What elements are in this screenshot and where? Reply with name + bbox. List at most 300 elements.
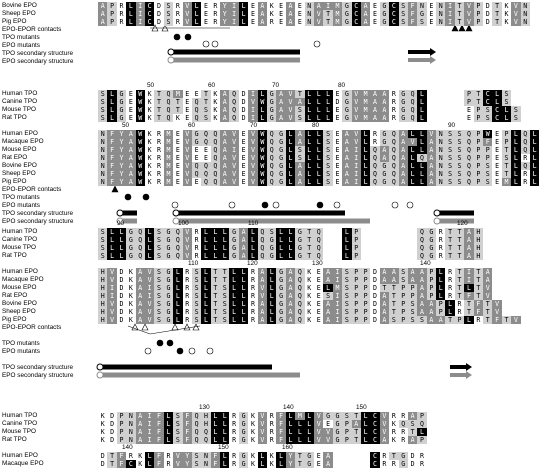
residue: E bbox=[175, 178, 180, 186]
residue: K bbox=[250, 412, 255, 420]
residue: S bbox=[192, 276, 201, 284]
residue: A bbox=[220, 170, 229, 178]
residue: I bbox=[333, 268, 342, 276]
residue: E bbox=[466, 114, 471, 122]
residue: E bbox=[175, 146, 180, 154]
residue: W bbox=[258, 170, 267, 178]
residue: K bbox=[147, 106, 152, 114]
residue: E bbox=[335, 130, 340, 138]
residue: L bbox=[417, 162, 426, 170]
residue: V bbox=[314, 18, 323, 26]
residue: L bbox=[107, 236, 116, 244]
residue: A bbox=[136, 420, 145, 428]
residue: R bbox=[185, 268, 190, 276]
residue: A bbox=[417, 268, 426, 276]
residue: R bbox=[448, 292, 453, 300]
residue: N bbox=[521, 18, 530, 26]
position-number: 90 bbox=[448, 122, 456, 129]
residue: T bbox=[305, 244, 314, 252]
residue: L bbox=[239, 18, 248, 26]
residue: L bbox=[211, 428, 220, 436]
residue: R bbox=[457, 308, 462, 316]
residue: W bbox=[136, 130, 145, 138]
residue: G bbox=[305, 452, 314, 460]
residue: Q bbox=[267, 170, 276, 178]
residue: R bbox=[185, 276, 190, 284]
residue: P bbox=[474, 130, 483, 138]
residue: E bbox=[335, 146, 340, 154]
residue: L bbox=[417, 428, 426, 436]
residue: M bbox=[164, 162, 173, 170]
residue: D bbox=[373, 308, 378, 316]
residue: P bbox=[427, 284, 436, 292]
residue: G bbox=[427, 236, 436, 244]
residue: L bbox=[286, 170, 295, 178]
residue: G bbox=[399, 460, 408, 468]
residue: A bbox=[239, 244, 248, 252]
residue: V bbox=[248, 154, 257, 162]
residue bbox=[399, 236, 408, 244]
residue: V bbox=[380, 428, 389, 436]
residue: L bbox=[314, 114, 323, 122]
residue: R bbox=[232, 412, 237, 420]
residue: E bbox=[335, 178, 340, 186]
residue: R bbox=[119, 18, 124, 26]
residue: T bbox=[154, 98, 163, 106]
residue: C bbox=[370, 428, 379, 436]
residue: L bbox=[286, 420, 295, 428]
position-number: 130 bbox=[199, 404, 210, 411]
residue: I bbox=[333, 308, 342, 316]
row-label: Bovine EPO bbox=[2, 300, 37, 307]
residue: L bbox=[276, 252, 285, 260]
residue: R bbox=[157, 154, 162, 162]
residue: N bbox=[98, 130, 107, 138]
residue: T bbox=[464, 300, 473, 308]
tpo-strand-arrow-head bbox=[466, 363, 472, 371]
residue: A bbox=[408, 276, 417, 284]
residue: P bbox=[361, 300, 370, 308]
residue: P bbox=[474, 138, 483, 146]
residue: R bbox=[232, 452, 237, 460]
residue: F bbox=[408, 2, 417, 10]
residue: M bbox=[164, 178, 173, 186]
residue: C bbox=[370, 452, 379, 460]
residue: N bbox=[305, 10, 314, 18]
row-label: EPO mutants bbox=[2, 202, 41, 209]
residue: W bbox=[258, 154, 267, 162]
sequence-row bbox=[98, 178, 539, 186]
residue: F bbox=[107, 138, 116, 146]
residue: A bbox=[314, 2, 323, 10]
residue: F bbox=[183, 420, 192, 428]
epo-mutant-circle bbox=[207, 348, 213, 354]
residue: A bbox=[399, 130, 408, 138]
tpo-mutant-dot bbox=[174, 34, 180, 40]
residue: V bbox=[173, 460, 182, 468]
epo-mutant-circle bbox=[172, 202, 178, 208]
row-label: Sheep EPO bbox=[2, 170, 36, 177]
residue: Q bbox=[267, 162, 276, 170]
residue: L bbox=[229, 300, 238, 308]
residue: L bbox=[201, 244, 210, 252]
residue: L bbox=[361, 436, 370, 444]
residue: P bbox=[464, 98, 473, 106]
residue: Q bbox=[192, 98, 201, 106]
residue: T bbox=[474, 268, 483, 276]
residue: V bbox=[183, 170, 192, 178]
residue bbox=[445, 114, 454, 122]
residue: A bbox=[220, 162, 229, 170]
residue: L bbox=[342, 244, 351, 252]
residue: A bbox=[427, 300, 436, 308]
residue: V bbox=[107, 316, 116, 324]
residue: K bbox=[100, 420, 105, 428]
residue: L bbox=[239, 276, 248, 284]
row-label: Human TPO bbox=[2, 90, 38, 97]
residue: S bbox=[164, 10, 173, 18]
residue: A bbox=[380, 300, 389, 308]
residue: F bbox=[117, 452, 126, 460]
residue: V bbox=[464, 2, 473, 10]
residue: Q bbox=[295, 308, 304, 316]
residue: L bbox=[286, 228, 295, 236]
row-label: TPO mutants bbox=[2, 194, 40, 201]
residue: F bbox=[474, 308, 483, 316]
epo-mutant-dot bbox=[317, 202, 323, 208]
residue: L bbox=[314, 138, 323, 146]
residue: L bbox=[239, 10, 248, 18]
residue: T bbox=[474, 98, 483, 106]
residue: V bbox=[323, 436, 332, 444]
row-label: Macaque EPO bbox=[2, 138, 44, 145]
residue: G bbox=[229, 228, 238, 236]
residue: A bbox=[276, 106, 285, 114]
residue: R bbox=[269, 436, 274, 444]
sequence-row bbox=[98, 292, 492, 300]
residue: E bbox=[128, 114, 133, 122]
residue: D bbox=[119, 316, 124, 324]
residue: L bbox=[436, 284, 445, 292]
residue: G bbox=[192, 130, 201, 138]
residue: I bbox=[136, 10, 145, 18]
residue: T bbox=[455, 236, 464, 244]
residue: R bbox=[194, 244, 199, 252]
residue: L bbox=[211, 244, 220, 252]
residue: A bbox=[370, 114, 379, 122]
residue: R bbox=[232, 420, 237, 428]
residue: L bbox=[286, 244, 295, 252]
sequence-row bbox=[98, 154, 539, 162]
tpo-mutant-dot bbox=[125, 194, 131, 200]
residue: T bbox=[389, 308, 398, 316]
residue: A bbox=[239, 228, 248, 236]
residue: P bbox=[117, 428, 126, 436]
residue: P bbox=[483, 154, 492, 162]
residue: I bbox=[229, 18, 238, 26]
residue: E bbox=[241, 154, 246, 162]
residue: Q bbox=[417, 420, 426, 428]
residue: A bbox=[417, 276, 426, 284]
residue: N bbox=[436, 170, 445, 178]
residue: K bbox=[175, 114, 180, 122]
residue: Q bbox=[136, 228, 145, 236]
residue: L bbox=[107, 244, 116, 252]
residue: P bbox=[436, 308, 445, 316]
residue: F bbox=[464, 292, 473, 300]
residue: E bbox=[316, 460, 321, 468]
residue bbox=[323, 228, 332, 236]
residue: A bbox=[126, 162, 135, 170]
residue: L bbox=[276, 460, 285, 468]
residue: L bbox=[305, 154, 314, 162]
residue: L bbox=[201, 276, 210, 284]
residue: A bbox=[220, 178, 229, 186]
residue: Q bbox=[389, 130, 398, 138]
residue: S bbox=[295, 154, 304, 162]
residue: A bbox=[427, 146, 436, 154]
residue bbox=[436, 106, 445, 114]
residue: E bbox=[241, 138, 246, 146]
residue: K bbox=[307, 316, 312, 324]
residue: A bbox=[427, 178, 436, 186]
residue: I bbox=[145, 428, 154, 436]
residue: V bbox=[183, 236, 192, 244]
residue: C bbox=[145, 2, 154, 10]
residue: S bbox=[455, 170, 464, 178]
residue: K bbox=[307, 300, 312, 308]
residue: Q bbox=[173, 228, 182, 236]
residue: L bbox=[201, 228, 210, 236]
residue: T bbox=[502, 170, 511, 178]
residue: N bbox=[521, 2, 530, 10]
residue: Q bbox=[211, 130, 220, 138]
residue: E bbox=[128, 98, 133, 106]
residue: D bbox=[157, 10, 162, 18]
residue: L bbox=[201, 236, 210, 244]
residue bbox=[323, 236, 332, 244]
residue: R bbox=[232, 436, 237, 444]
residue: L bbox=[408, 130, 417, 138]
residue: Q bbox=[267, 138, 276, 146]
residue: K bbox=[391, 436, 396, 444]
residue: V bbox=[183, 252, 192, 260]
residue: K bbox=[269, 10, 274, 18]
residue: E bbox=[316, 316, 321, 324]
residue: V bbox=[183, 130, 192, 138]
row-label: Rat TPO bbox=[2, 436, 27, 443]
residue: V bbox=[183, 162, 192, 170]
epor-contact-triangle bbox=[172, 324, 178, 330]
residue: K bbox=[250, 452, 255, 460]
residue: Q bbox=[399, 420, 408, 428]
residue: G bbox=[427, 228, 436, 236]
residue: E bbox=[241, 170, 246, 178]
residue: A bbox=[399, 138, 408, 146]
residue: A bbox=[258, 316, 267, 324]
residue: A bbox=[483, 276, 492, 284]
residue: S bbox=[164, 18, 173, 26]
residue: Q bbox=[136, 252, 145, 260]
residue: L bbox=[530, 138, 539, 146]
residue: Q bbox=[370, 146, 379, 154]
residue: A bbox=[464, 236, 473, 244]
tpo-strand-arrow bbox=[450, 365, 466, 369]
residue: C bbox=[389, 2, 398, 10]
residue: A bbox=[136, 300, 145, 308]
residue: E bbox=[335, 170, 340, 178]
residue: P bbox=[474, 178, 483, 186]
residue: P bbox=[502, 130, 511, 138]
residue: L bbox=[145, 252, 154, 260]
residue: T bbox=[408, 428, 417, 436]
residue: V bbox=[380, 420, 389, 428]
residue: T bbox=[220, 276, 229, 284]
residue: W bbox=[258, 138, 267, 146]
residue: L bbox=[361, 162, 370, 170]
residue: G bbox=[342, 98, 351, 106]
residue: I bbox=[352, 146, 361, 154]
residue: W bbox=[258, 130, 267, 138]
residue: M bbox=[502, 178, 511, 186]
residue: S bbox=[154, 228, 163, 236]
residue: C bbox=[483, 90, 492, 98]
residue: L bbox=[305, 114, 314, 122]
residue: F bbox=[276, 436, 285, 444]
residue: V bbox=[511, 10, 520, 18]
residue: A bbox=[258, 276, 267, 284]
residue: L bbox=[408, 162, 417, 170]
residue: T bbox=[492, 2, 501, 10]
position-number: 120 bbox=[247, 260, 258, 267]
residue: L bbox=[192, 2, 201, 10]
residue: G bbox=[164, 292, 173, 300]
residue: L bbox=[107, 90, 116, 98]
residue: A bbox=[286, 10, 295, 18]
residue: Q bbox=[229, 98, 238, 106]
residue: A bbox=[136, 276, 145, 284]
residue: L bbox=[323, 90, 332, 98]
residue: L bbox=[164, 428, 173, 436]
residue: V bbox=[314, 10, 323, 18]
residue: L bbox=[314, 162, 323, 170]
epo-strand-arrow bbox=[450, 373, 466, 377]
sequence-row bbox=[98, 252, 483, 260]
residue: E bbox=[297, 2, 302, 10]
residue: S bbox=[192, 452, 201, 460]
residue: G bbox=[342, 90, 351, 98]
residue: T bbox=[211, 292, 220, 300]
residue: N bbox=[305, 2, 314, 10]
residue: N bbox=[436, 162, 445, 170]
residue: L bbox=[126, 2, 135, 10]
residue: L bbox=[511, 162, 520, 170]
residue: L bbox=[314, 90, 323, 98]
residue: K bbox=[307, 284, 312, 292]
residue: P bbox=[342, 436, 351, 444]
residue: Y bbox=[117, 130, 126, 138]
residue: S bbox=[98, 98, 107, 106]
residue: V bbox=[464, 18, 473, 26]
residue: E bbox=[204, 2, 208, 10]
residue: E bbox=[194, 178, 199, 186]
residue: N bbox=[436, 18, 445, 26]
residue: L bbox=[201, 284, 210, 292]
residue: L bbox=[417, 170, 426, 178]
residue: Q bbox=[229, 106, 238, 114]
sequence-row bbox=[98, 268, 492, 276]
residue bbox=[361, 244, 370, 252]
residue: G bbox=[164, 252, 173, 260]
residue: G bbox=[342, 114, 351, 122]
residue: Q bbox=[464, 162, 473, 170]
position-number: 140 bbox=[420, 260, 431, 267]
row-label: Canine TPO bbox=[2, 236, 38, 243]
residue: A bbox=[342, 138, 351, 146]
residue: G bbox=[164, 228, 173, 236]
residue: A bbox=[295, 178, 304, 186]
residue: V bbox=[258, 284, 267, 292]
residue: Q bbox=[267, 130, 276, 138]
residue: R bbox=[250, 284, 255, 292]
epo-mutant-circle bbox=[229, 202, 235, 208]
residue: S bbox=[342, 316, 351, 324]
residue: Q bbox=[267, 178, 276, 186]
residue: Y bbox=[183, 460, 192, 468]
residue: L bbox=[305, 146, 314, 154]
residue: T bbox=[211, 284, 220, 292]
residue: I bbox=[107, 292, 116, 300]
residue bbox=[408, 244, 417, 252]
residue: L bbox=[239, 300, 248, 308]
residue: I bbox=[333, 292, 342, 300]
residue: Q bbox=[389, 138, 398, 146]
position-number: 140 bbox=[122, 444, 133, 451]
residue: R bbox=[166, 460, 171, 468]
residue: I bbox=[352, 178, 361, 186]
residue: R bbox=[419, 460, 424, 468]
residue: Q bbox=[408, 98, 417, 106]
residue: K bbox=[269, 2, 274, 10]
residue: W bbox=[136, 178, 145, 186]
residue: K bbox=[147, 98, 152, 106]
residue: S bbox=[323, 162, 332, 170]
residue: S bbox=[483, 114, 492, 122]
residue: A bbox=[361, 10, 370, 18]
sequence-row bbox=[98, 10, 530, 18]
residue: Q bbox=[136, 244, 145, 252]
residue: M bbox=[361, 90, 370, 98]
residue: L bbox=[211, 436, 220, 444]
residue: S bbox=[455, 138, 464, 146]
residue: Q bbox=[417, 252, 426, 260]
residue: S bbox=[342, 412, 351, 420]
residue: G bbox=[333, 412, 342, 420]
residue: A bbox=[126, 178, 135, 186]
residue: T bbox=[173, 106, 182, 114]
residue: T bbox=[295, 452, 304, 460]
residue: R bbox=[419, 452, 424, 460]
residue: E bbox=[185, 90, 190, 98]
tpo-strand-arrow-head bbox=[430, 48, 436, 56]
residue: A bbox=[136, 428, 145, 436]
residue: K bbox=[250, 428, 255, 436]
residue: F bbox=[183, 436, 192, 444]
residue: G bbox=[239, 452, 248, 460]
residue: C bbox=[145, 10, 154, 18]
residue: H bbox=[98, 316, 107, 324]
residue: L bbox=[295, 436, 304, 444]
